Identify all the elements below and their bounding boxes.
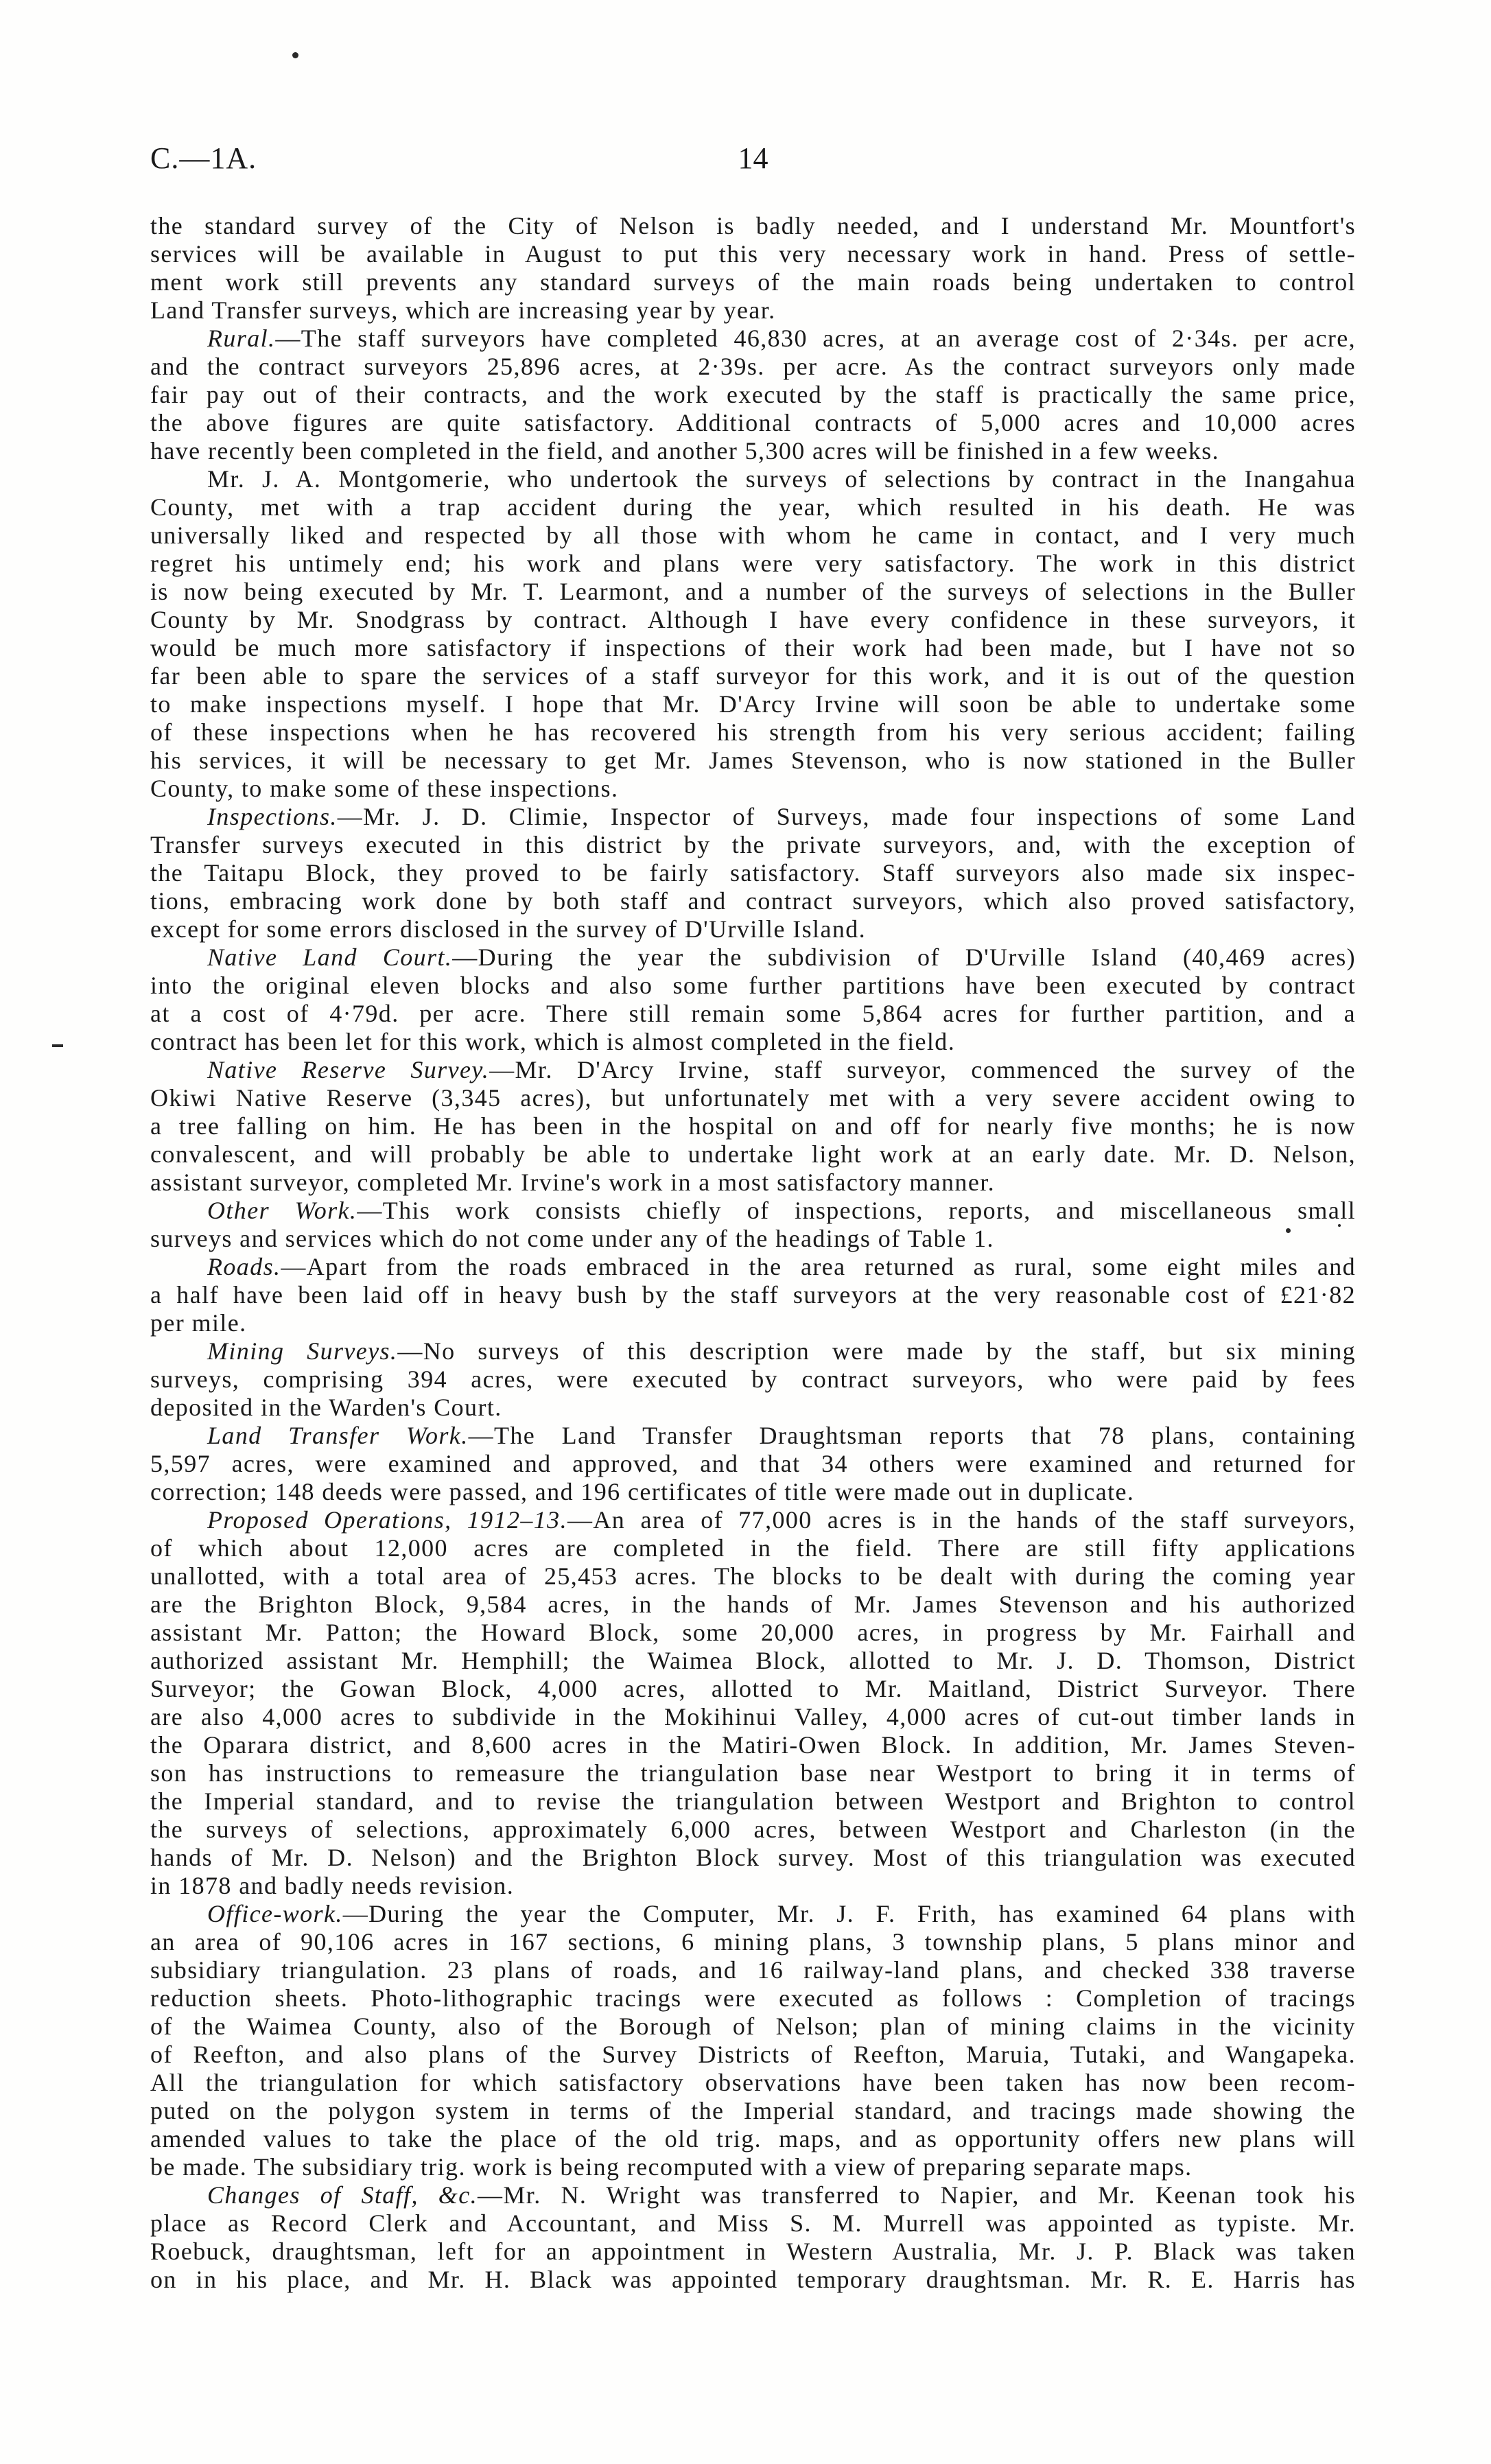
text-line: hands of Mr. D. Nelson) and the Brighton Block survey. Most of this triangulation was executed	[150, 1844, 1356, 1871]
text-line: the above figures are quite satisfactory. Additional contracts of 5,000 acres and 10,000 acres	[150, 409, 1356, 436]
text-line: the surveys of selections, approximately 6,000 acres, between Westport and Charleston (in the	[150, 1816, 1356, 1843]
text-line: on in his place, and Mr. H. Black was appointed temporary draughtsman. Mr. R. E. Harris has	[150, 2266, 1356, 2293]
text-line: reduction sheets. Photo-lithographic tracings were executed as follows : Completion of tracings	[150, 1984, 1356, 2012]
body-text	[150, 212, 1356, 2294]
document-code: C.—1A.	[150, 141, 257, 175]
text-line: Mr. J. A. Montgomerie, who undertook the surveys of selections by contract in the Inangahua	[207, 465, 1356, 493]
text-line: in 1878 and badly needs revision.	[150, 1872, 515, 1899]
section-inspections	[150, 803, 1356, 943]
text-line: are the Brighton Block, 9,584 acres, in the hands of Mr. James Stevenson and his authorized	[150, 1591, 1356, 1618]
text-line	[150, 1197, 1356, 1225]
text-line: his services, it will be necessary to get Mr. James Stevenson, who is now stationed in the Buller	[150, 747, 1356, 774]
text-line: a half have been laid off in heavy bush by the staff surveyors at the very reasonable cost of £21·82	[150, 1281, 1356, 1309]
text-line: an area of 90,106 acres in 167 sections, 6 mining plans, 3 township plans, 5 plans minor and	[150, 1928, 1356, 1956]
text-line: the Imperial standard, and to revise the triangulation between Westport and Brighton to control	[150, 1787, 1356, 1815]
text-line: of Reefton, and also plans of the Survey Districts of Reefton, Maruia, Tutaki, and Wangapeka.	[150, 2041, 1356, 2068]
text-line: son has instructions to remeasure the triangulation base near Westport to bring it in terms of	[150, 1759, 1356, 1787]
section-heading: Native Land Court.	[207, 943, 453, 971]
text-line	[150, 325, 1356, 353]
text-line: subsidiary triangulation. 23 plans of roads, and 16 railway-land plans, and checked 338 traverse	[150, 1956, 1356, 1984]
text-line: of these inspections when he has recovered his strength from his very serious accident; failing	[150, 718, 1356, 746]
section-other-work	[150, 1197, 1356, 1253]
section-rural	[150, 325, 1356, 465]
text-line: the Oparara district, and 8,600 acres in the Matiri-Owen Block. In addition, Mr. James Steven-	[150, 1731, 1356, 1759]
section-heading: Office-work.	[207, 1900, 343, 1927]
text-line: surveys and services which do not come under any of the headings of Table 1.	[150, 1225, 994, 1252]
text-line: convalescent, and will probably be able to undertake light work at an early date. Mr. D. Nelson,	[150, 1140, 1356, 1168]
page-header	[150, 141, 1356, 176]
text-line	[150, 803, 1356, 831]
text-line: assistant surveyor, completed Mr. Irvine's work in a most satisfactory manner.	[150, 1169, 996, 1196]
line-text: —The staff surveyors have completed 46,830 acres, at an average cost of 2·34s. per acre,	[275, 325, 1356, 352]
text-line: into the original eleven blocks and also some further partitions have been executed by contract	[150, 972, 1356, 999]
text-line: Okiwi Native Reserve (3,345 acres), but unfortunately met with a very severe accident owing to	[150, 1084, 1356, 1112]
text-line: universally liked and respected by all those with whom he came in contact, and I very much	[150, 521, 1356, 549]
text-line: have recently been completed in the field, and another 5,300 acres will be finished in a few weeks.	[150, 437, 1220, 465]
section-proposed-operations-1912-13	[150, 1506, 1356, 1900]
section-native-reserve-survey	[150, 1056, 1356, 1197]
text-line: of which about 12,000 acres are completed in the field. There are still fifty applications	[150, 1534, 1356, 1562]
section-heading: Changes of Staff, &c.	[207, 2181, 478, 2209]
text-line: correction; 148 deeds were passed, and 196 certificates of title were made out in duplicate.	[150, 1478, 1135, 1505]
text-line: the Taitapu Block, they proved to be fairly satisfactory. Staff surveyors also made six inspec-	[150, 859, 1356, 887]
line-text: —This work consists chiefly of inspections, reports, and miscellaneous small	[357, 1197, 1357, 1224]
section-heading: Proposed Operations, 1912–13.	[207, 1506, 567, 1534]
scan-speck	[52, 1044, 63, 1047]
text-line: fair pay out of their contracts, and the work executed by the staff is practically the same price,	[150, 381, 1356, 408]
paragraph	[150, 465, 1356, 803]
text-line: Transfer surveys executed in this district by the private surveyors, and, with the exception of	[150, 831, 1356, 858]
section-heading: Rural.	[207, 325, 276, 352]
text-line: at a cost of 4·79d. per acre. There still remain some 5,864 acres for further partition, and a	[150, 1000, 1356, 1027]
text-line: County, to make some of these inspections.	[150, 775, 619, 802]
text-line: and the contract surveyors 25,896 acres, at 2·39s. per acre. As the contract surveyors only made	[150, 353, 1356, 380]
line-text: —During the year the Computer, Mr. J. F. Frith, has examined 64 plans with	[342, 1900, 1356, 1927]
continued-paragraph	[150, 212, 1356, 325]
section-changes-of-staff-c	[150, 2181, 1356, 2294]
text-line: deposited in the Warden's Court.	[150, 1394, 502, 1421]
text-line	[150, 1506, 1356, 1534]
line-text: —No surveys of this description were made by the staff, but six mining	[397, 1337, 1356, 1365]
section-heading: Other Work.	[207, 1197, 357, 1224]
line-text: —Mr. N. Wright was transferred to Napier, and Mr. Keenan took his	[477, 2181, 1357, 2209]
page-number: 14	[738, 141, 768, 175]
text-line	[150, 1900, 1356, 1928]
text-line: 5,597 acres, were examined and approved, and that 34 others were examined and returned for	[150, 1450, 1356, 1477]
section-heading: Roads.	[207, 1253, 281, 1280]
text-line	[150, 1056, 1356, 1084]
line-text: —The Land Transfer Draughtsman reports that 78 plans, containing	[468, 1422, 1356, 1449]
text-line: the standard survey of the City of Nelson is badly needed, and I understand Mr. Mountfort's	[150, 212, 1356, 239]
section-native-land-court	[150, 943, 1356, 1056]
section-mining-surveys	[150, 1337, 1356, 1422]
text-line: surveys, comprising 394 acres, were executed by contract surveyors, who were paid by fees	[150, 1365, 1356, 1393]
text-line: amended values to take the place of the old trig. maps, and as opportunity offers new plans will	[150, 2125, 1356, 2152]
text-line: would be much more satisfactory if inspections of their work had been made, but I have not so	[150, 634, 1356, 661]
section-heading: Mining Surveys.	[207, 1337, 398, 1365]
text-line	[150, 2181, 1356, 2209]
text-line: contract has been let for this work, which is almost completed in the field.	[150, 1028, 956, 1055]
line-text: —An area of 77,000 acres is in the hands of the staff surveyors,	[567, 1506, 1356, 1534]
text-line: of the Waimea County, also of the Borough of Nelson; plan of mining claims in the vicinity	[150, 2013, 1356, 2040]
text-line: ment work still prevents any standard surveys of the main roads being undertaken to control	[150, 268, 1356, 296]
text-line: regret his untimely end; his work and plans were very satisfactory. The work in this district	[150, 550, 1356, 577]
text-line: County, met with a trap accident during the year, which resulted in his death. He was	[150, 493, 1356, 521]
section-land-transfer-work	[150, 1422, 1356, 1506]
text-line: Roebuck, draughtsman, left for an appointment in Western Australia, Mr. J. P. Black was taken	[150, 2238, 1356, 2265]
section-roads	[150, 1253, 1356, 1337]
text-line: except for some errors disclosed in the survey of D'Urville Island.	[150, 915, 867, 943]
text-line: tions, embracing work done by both staff and contract surveyors, which also proved satisfactory,	[150, 887, 1356, 915]
text-line: authorized assistant Mr. Hemphill; the Waimea Block, allotted to Mr. J. D. Thomson, District	[150, 1647, 1356, 1674]
section-heading: Land Transfer Work.	[207, 1422, 469, 1449]
text-line: are also 4,000 acres to subdivide in the Mokihinui Valley, 4,000 acres of cut-out timber lands in	[150, 1703, 1356, 1730]
text-line: to make inspections myself. I hope that Mr. D'Arcy Irvine will soon be able to undertake some	[150, 690, 1356, 718]
scan-speck	[292, 52, 298, 58]
text-line	[150, 1253, 1356, 1281]
line-text: —Apart from the roads embraced in the area returned as rural, some eight miles and	[281, 1253, 1356, 1280]
section-heading: Inspections.	[207, 803, 338, 830]
text-line	[150, 1422, 1356, 1450]
text-line: place as Record Clerk and Accountant, and Miss S. M. Murrell was appointed as typiste. Mr.	[150, 2209, 1356, 2237]
text-line	[150, 943, 1356, 972]
text-line: per mile.	[150, 1309, 247, 1337]
text-line: All the triangulation for which satisfactory observations have been taken has now been recom-	[150, 2069, 1356, 2096]
text-line: far been able to spare the services of a staff surveyor for this work, and it is out of the question	[150, 662, 1356, 690]
text-line: Land Transfer surveys, which are increasing year by year.	[150, 296, 776, 324]
text-line: assistant Mr. Patton; the Howard Block, some 20,000 acres, in progress by Mr. Fairhall and	[150, 1619, 1356, 1646]
text-line: puted on the polygon system in terms of the Imperial standard, and tracings made showing the	[150, 2097, 1356, 2124]
text-line: County by Mr. Snodgrass by contract. Although I have every confidence in these surveyors, it	[150, 606, 1356, 633]
line-text: —During the year the subdivision of D'Urville Island (40,469 acres)	[452, 943, 1356, 971]
line-text: —Mr. D'Arcy Irvine, staff surveyor, commenced the survey of the	[489, 1056, 1356, 1083]
section-heading: Native Reserve Survey.	[207, 1056, 490, 1083]
text-line: a tree falling on him. He has been in the hospital on and off for nearly five months; he is now	[150, 1112, 1356, 1140]
text-line: is now being executed by Mr. T. Learmont, and a number of the surveys of selections in the Buller	[150, 578, 1356, 605]
text-line: Surveyor; the Gowan Block, 4,000 acres, allotted to Mr. Maitland, District Surveyor. There	[150, 1675, 1356, 1702]
text-line: be made. The subsidiary trig. work is being recomputed with a view of preparing separate maps.	[150, 2153, 1193, 2181]
line-text: —Mr. J. D. Climie, Inspector of Surveys, made four inspections of some Land	[337, 803, 1356, 830]
text-line: services will be available in August to put this very necessary work in hand. Press of settle-	[150, 240, 1356, 268]
section-office-work	[150, 1900, 1356, 2181]
text-line: unallotted, with a total area of 25,453 acres. The blocks to be dealt with during the coming year	[150, 1562, 1356, 1590]
text-line	[150, 1337, 1356, 1365]
